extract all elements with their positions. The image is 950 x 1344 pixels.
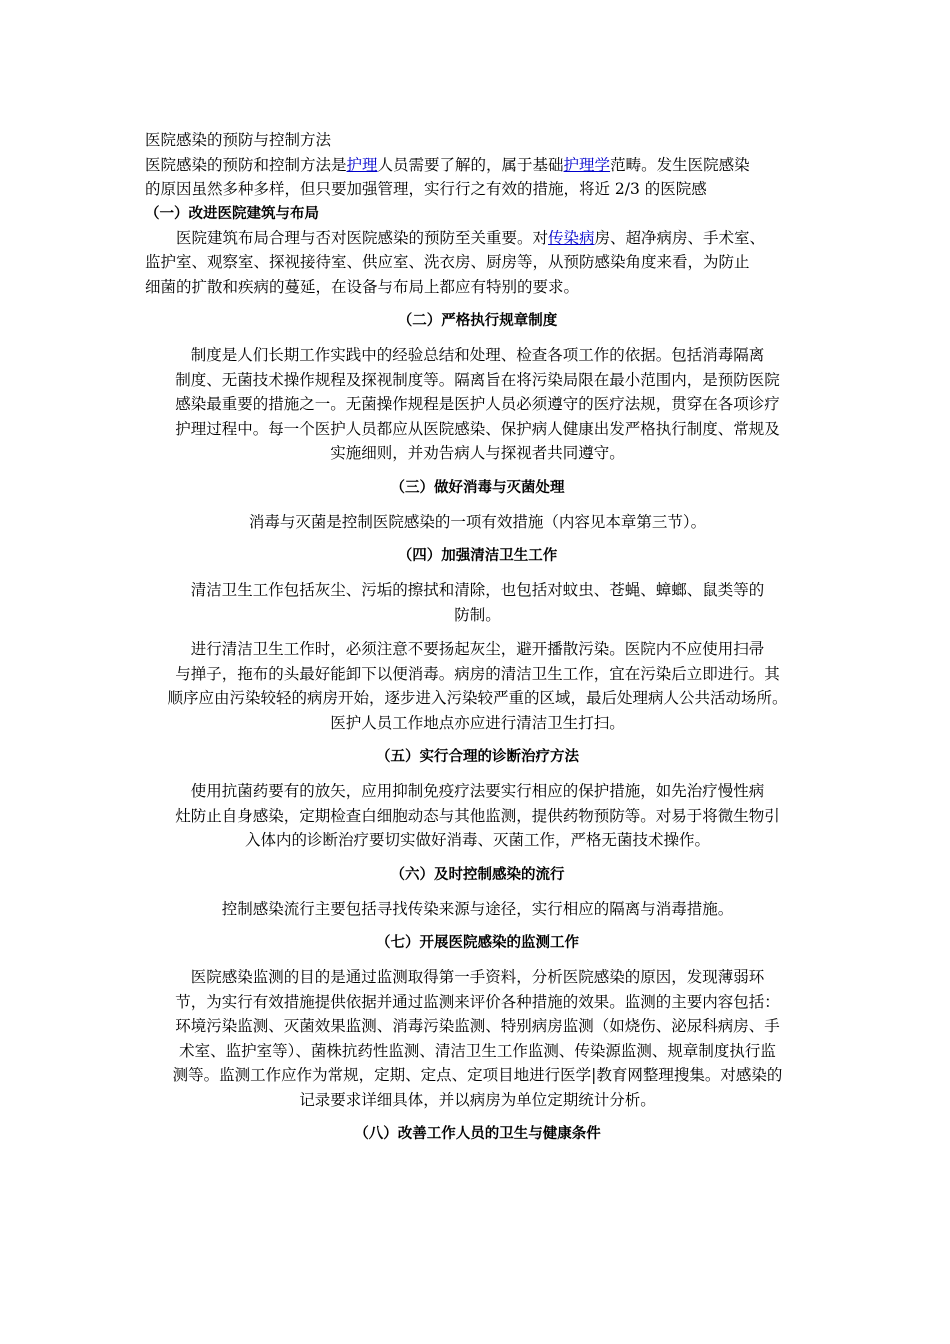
section-1-line-3: 细菌的扩散和疾病的蔓延，在设备与布局上都应有特别的要求。: [145, 277, 580, 296]
section-2-line-4: 护理过程中。每一个医护人员都应从医院感染、保护病人健康出发严格执行制度、常规及: [175, 419, 780, 438]
section-5-line-2: 灶防止自身感染，定期检查白细胞动态与其他监测，提供药物预防等。对易于将微生物引: [175, 806, 780, 825]
link-nursing-science[interactable]: 护理学: [563, 155, 611, 174]
section-6-line-1: 控制感染流行主要包括寻找传染来源与途径，实行相应的隔离与消毒措施。: [221, 899, 734, 918]
section-6-heading: （六）及时控制感染的流行: [390, 866, 565, 883]
section-4-p1-line-1: 清洁卫生工作包括灰尘、污垢的擦拭和清除，也包括对蚊虫、苍蝇、蟑螂、鼠类等的: [190, 581, 765, 599]
section-5-line-3: 入体内的诊断治疗要切实做好消毒、灭菌工作，严格无菌技术操作。: [244, 831, 710, 849]
document-page: [145, 128, 810, 1146]
link-nursing[interactable]: 护理: [346, 155, 378, 174]
section-4-p2-line-4: 医护人员工作地点亦应进行清洁卫生打扫。: [330, 713, 625, 732]
section-1-heading: （一）改进医院建筑与布局: [145, 205, 319, 222]
section-7-line-3: 环境污染监测、灭菌效果监测、消毒污染监测、特别病房监测（如烧伤、泌尿科病房、手: [175, 1017, 780, 1035]
section-3-heading: （三）做好消毒与灭菌处理: [390, 479, 565, 496]
section-2-line-1: 制度是人们长期工作实践中的经验总结和处理、检查各项工作的依据。包括消毒隔离: [190, 346, 765, 364]
section-2-line-3: 感染最重要的措施之一。无菌操作规程是医护人员必须遵守的医疗法规，贯穿在各项诊疗: [175, 395, 780, 413]
section-1-text: 房、超净病房、手术室、: [594, 228, 766, 247]
section-2-heading: （二）严格执行规章制度: [397, 313, 558, 329]
document-title: 医院感染的预防与控制方法: [145, 131, 332, 149]
section-7-line-4: 术室、监护室等）、菌株抗药性监测、清洁卫生工作监测、传染源监测、规章制度执行监: [179, 1041, 776, 1060]
section-7-line-6: 记录要求详细具体，并以病房为单位定期统计分析。: [299, 1090, 656, 1109]
section-7-heading: （七）开展医院感染的监测工作: [376, 935, 579, 951]
section-1-line-2: 监护室、观察室、探视接待室、供应室、洗衣房、厨房等，从预防感染角度来看，为防止: [145, 253, 750, 271]
section-5-line-1: 使用抗菌药要有的放矢，应用抑制免疫疗法要实行相应的保护措施，如先治疗慢性病: [190, 782, 765, 800]
section-8-heading: （八）改善工作人员的卫生与健康条件: [354, 1126, 601, 1142]
section-1-line-1: [145, 226, 810, 251]
section-4-p2-line-3: 顺序应由污染较轻的病房开始，逐步进入污染较严重的区域，最后处理病人公共活动场所。: [167, 689, 788, 707]
section-2-line-2: 制度、无菌技术操作规程及探视制度等。隔离旨在将污染局限在最小范围内，是预防医院: [175, 370, 780, 389]
section-4-p1-line-2: 防制。: [454, 605, 501, 624]
intro-text: 人员需要了解的，属于基础: [377, 155, 564, 174]
intro-line-1: [145, 153, 810, 178]
section-7-line-2: 节，为实行有效措施提供依据并通过监测来评价各种措施的效果。监测的主要内容包括：: [175, 992, 780, 1011]
section-4-p2-line-2: 与掸子，拖布的头最好能卸下以便消毒。病房的清洁卫生工作，宜在污染后立即进行。其: [175, 664, 780, 683]
intro-line-2: 的原因虽然多种多样，但只要加强管理，实行行之有效的措施，将近 2/3 的医院感: [145, 180, 707, 198]
intro-text: 医院感染的预防和控制方法是: [145, 155, 347, 174]
section-7-line-1: 医院感染监测的目的是通过监测取得第一手资料，分析医院感染的原因，发现薄弱环: [190, 968, 765, 986]
intro-text: 范畴。发生医院感染: [610, 155, 750, 174]
section-7-line-5: 测等。监测工作应作为常规，定期、定点、定项目地进行医学|教育网整理搜集。对感染的: [172, 1066, 783, 1084]
section-3-line-1: 消毒与灭菌是控制医院感染的一项有效措施（内容见本章第三节）。: [248, 512, 707, 531]
section-1-text: 医院建筑布局合理与否对医院感染的预防至关重要。对: [176, 228, 549, 247]
section-4-heading: （四）加强清洁卫生工作: [397, 548, 558, 564]
section-2-line-5: 实施细则，并劝告病人与探视者共同遵守。: [330, 444, 625, 462]
section-5-heading: （五）实行合理的诊断治疗方法: [376, 749, 579, 765]
section-4-p2-line-1: 进行清洁卫生工作时，必须注意不要扬起灰尘，避开播散污染。医院内不应使用扫帚: [190, 640, 765, 658]
link-infectious-disease[interactable]: 传染病: [548, 228, 595, 247]
